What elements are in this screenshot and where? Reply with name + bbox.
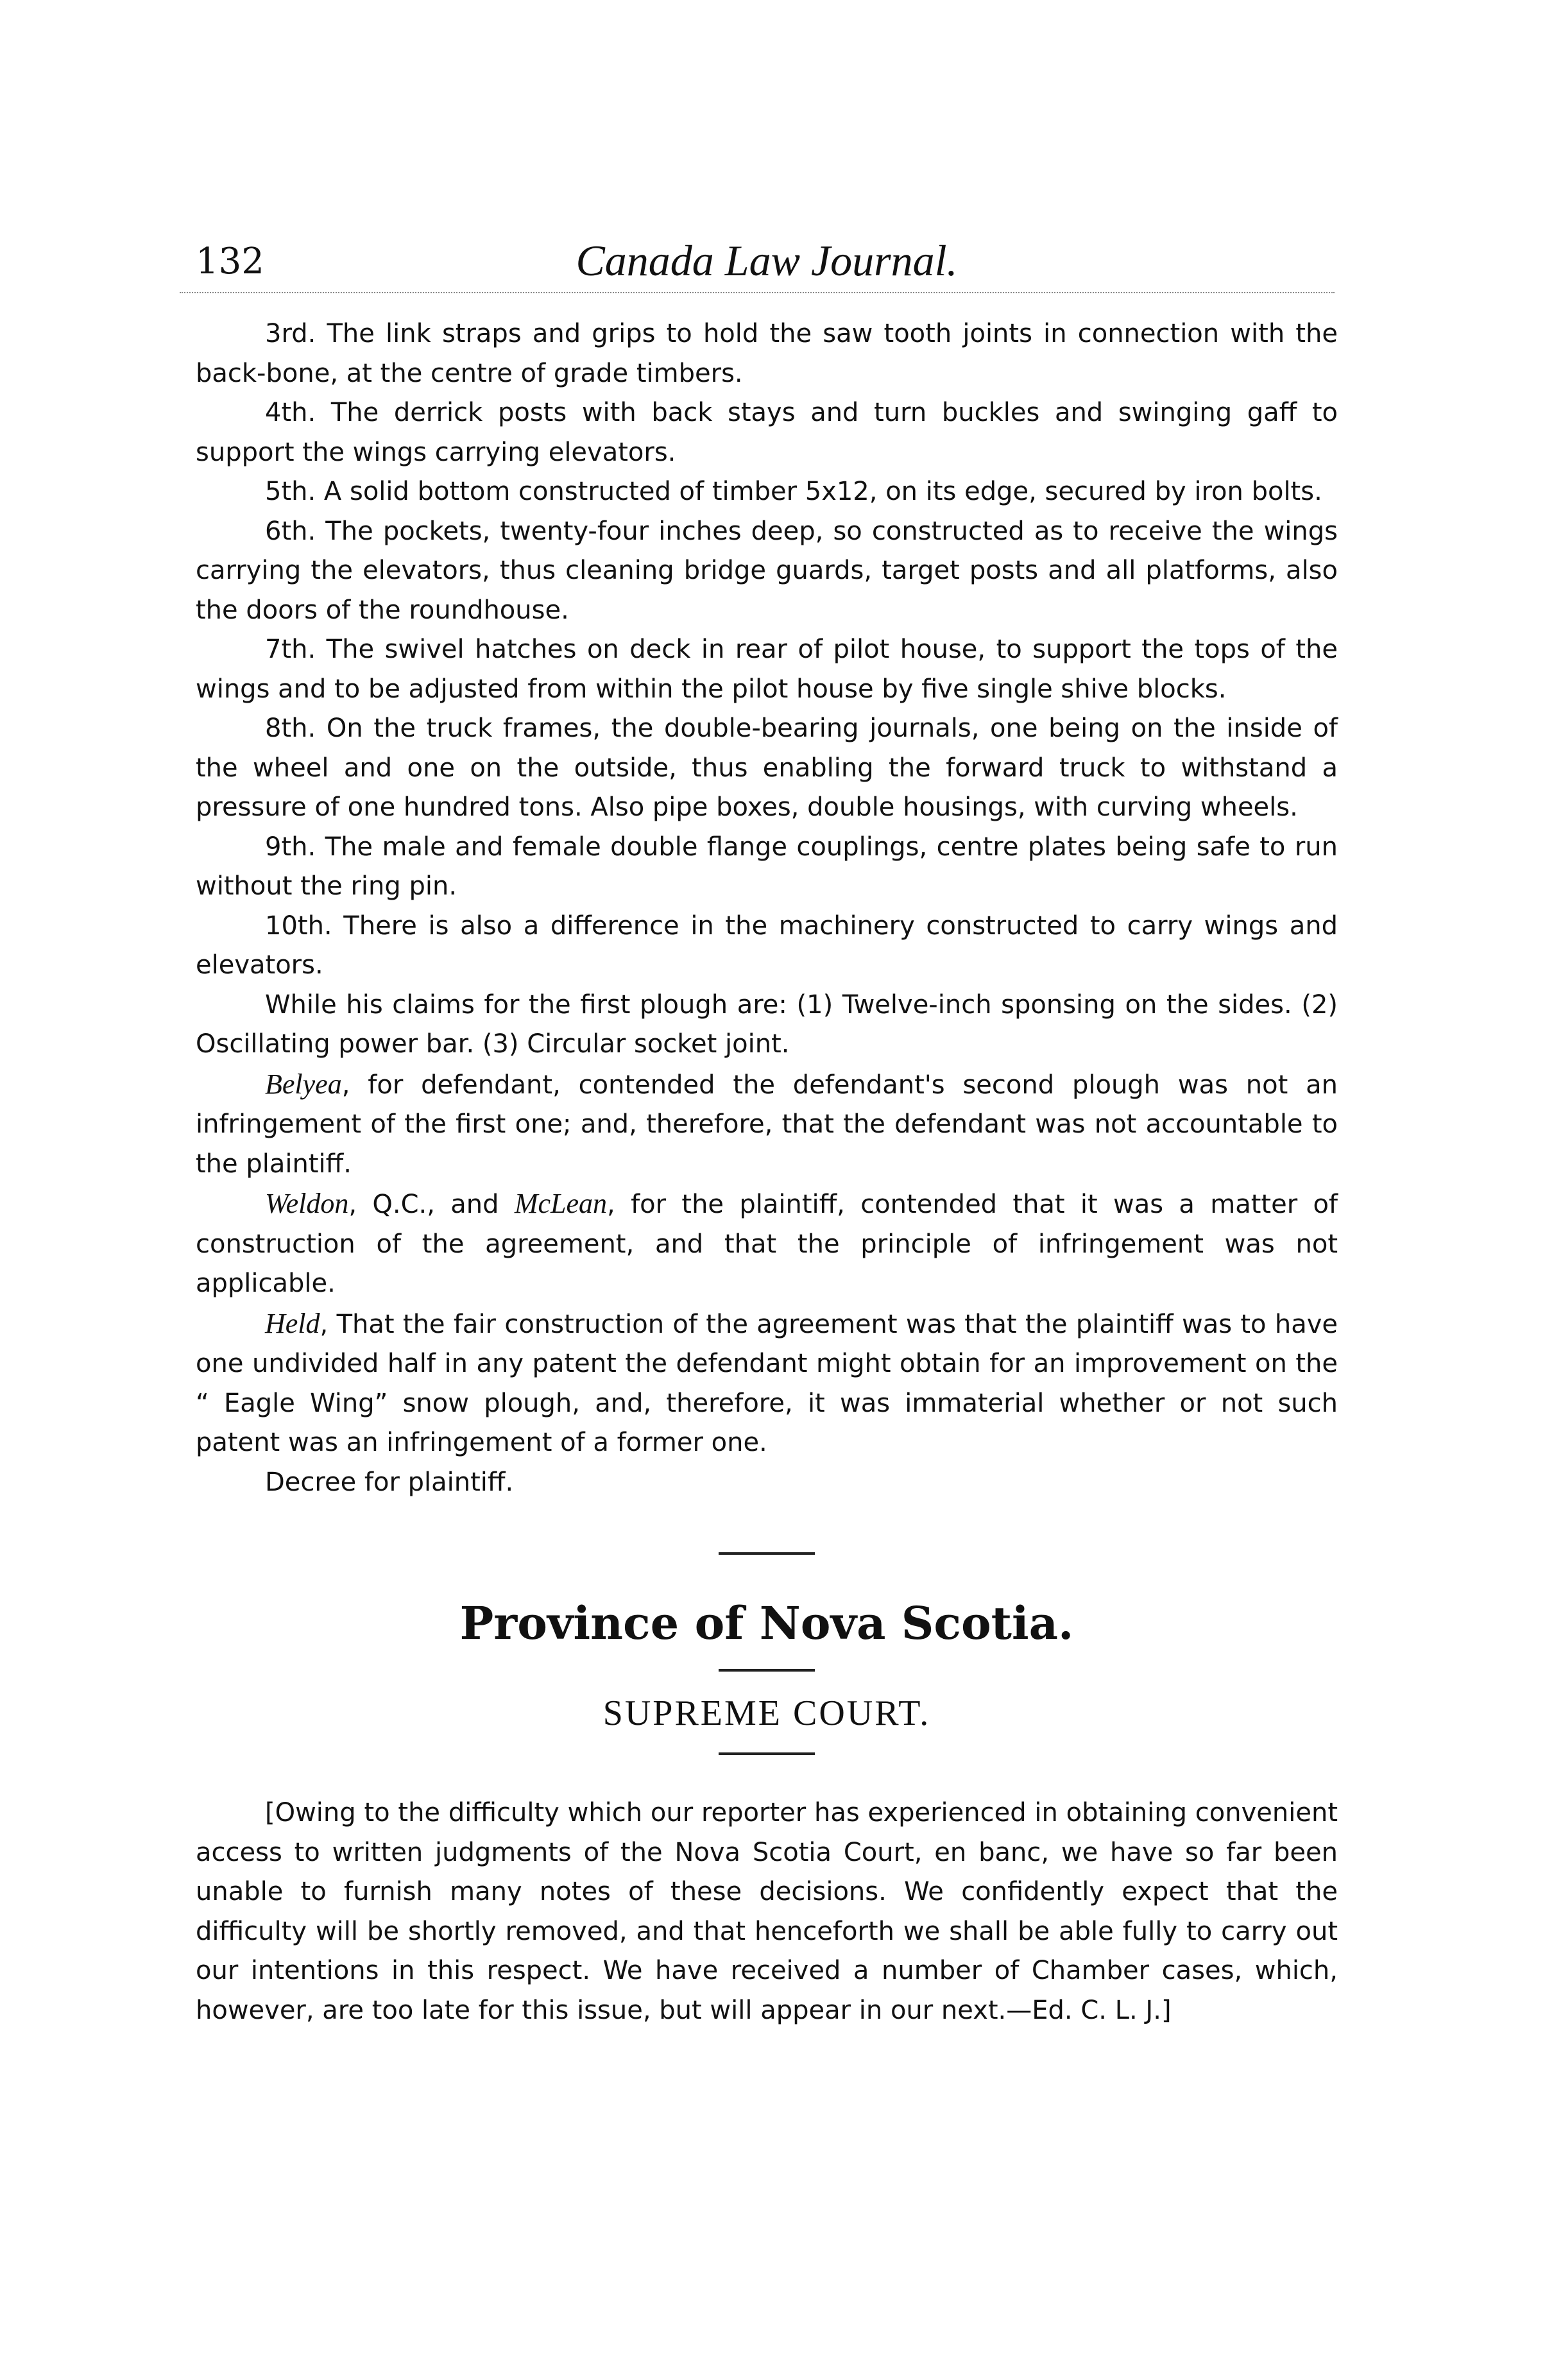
claim-paragraph: 6th. The pockets, twenty-four inches deep, so constructed as to receive the wings carrying the elevators, thus cleaning bridge guards, target posts and all platforms, also the doors of the roundhouse. (196, 516, 1338, 625)
counsel-name: Weldon (265, 1188, 349, 1219)
weldon-argument (196, 1184, 1338, 1304)
claim-paragraph: 10th. There is also a difference in the machinery constructed to carry wings and elevators. (196, 911, 1338, 980)
claim-paragraph: 8th. On the truck frames, the double-bearing journals, one being on the inside of the wheel and one on the outside, thus enabling the forward truck to withstand a pressure of one hundred tons. Also pipe boxes, double housings, with curving wheels. (196, 714, 1338, 822)
held-label: Held (265, 1307, 320, 1339)
claim-paragraph: 7th. The swivel hatches on deck in rear of pilot house, to support the tops of the wings and to be adjusted from within the pilot house by five single shive blocks. (196, 635, 1338, 704)
argument-text: , for the plaintiff, contended that it was a matter of construction of the agreement, and that the principle of infringement was not applicable. (196, 1190, 1338, 1298)
decree-line: Decree for plaintiff. (265, 1467, 514, 1497)
page-number: 132 (196, 241, 264, 282)
claim-paragraph: 9th. The male and female double flange couplings, centre plates being safe to run without the ring pin. (196, 832, 1338, 901)
argument-text: , for defendant, contended the defendant's second plough was not an infringement of the first one; and, therefore, that the defendant was not accountable to the plaintiff. (196, 1070, 1338, 1179)
claim-paragraph: 4th. The derrick posts with back stays and turn buckles and swinging gaff to support the wings carrying elevators. (196, 398, 1338, 467)
held-text: , That the fair construction of the agreement was that the plaintiff was to have one undivided half in any patent the defendant might obtain for an improvement on the “ Eagle Wing” snow plough, and, therefore, it was immaterial whether or not such patent was an infringement of a former one. (196, 1309, 1338, 1457)
court-heading: SUPREME COURT. (602, 1693, 931, 1733)
editor-note: [Owing to the difficulty which our reporter has experienced in obtaining convenient access to written judgments of the Nova Scotia Court, en banc, we have so far been unable to furnish many notes of these decisions. We confidently expect that the difficulty will be shortly removed, and that henceforth we shall be able fully to carry out our intentions in this respect. We have received a number of Chamber cases, which, however, are too late for this issue, but will appear in our next.—Ed. C. L. J.] (196, 1798, 1338, 2025)
counsel-join: , Q.C., and (348, 1190, 515, 1219)
belyea-argument (196, 1065, 1338, 1185)
claim-paragraph: 3rd. The link straps and grips to hold the saw tooth joints in connection with the back-bone, at the centre of grade timbers. (196, 319, 1338, 388)
page-header (196, 228, 1338, 286)
first-plough-claims: While his claims for the first plough are: (1) Twelve-inch sponsing on the sides. (2) Oscillating power bar. (3) Circular socket joint. (196, 989, 1338, 1059)
held-paragraph (196, 1304, 1338, 1463)
page-body (196, 314, 1338, 2030)
province-heading: Province of Nova Scotia. (459, 1597, 1074, 1650)
running-title: Canada Law Journal. (576, 236, 958, 285)
claim-paragraph: 5th. A solid bottom constructed of timber 5x12, on its edge, secured by iron bolts. (265, 477, 1322, 506)
counsel-name: McLean (514, 1188, 608, 1219)
header-rule (180, 292, 1335, 293)
counsel-name: Belyea (265, 1068, 342, 1100)
